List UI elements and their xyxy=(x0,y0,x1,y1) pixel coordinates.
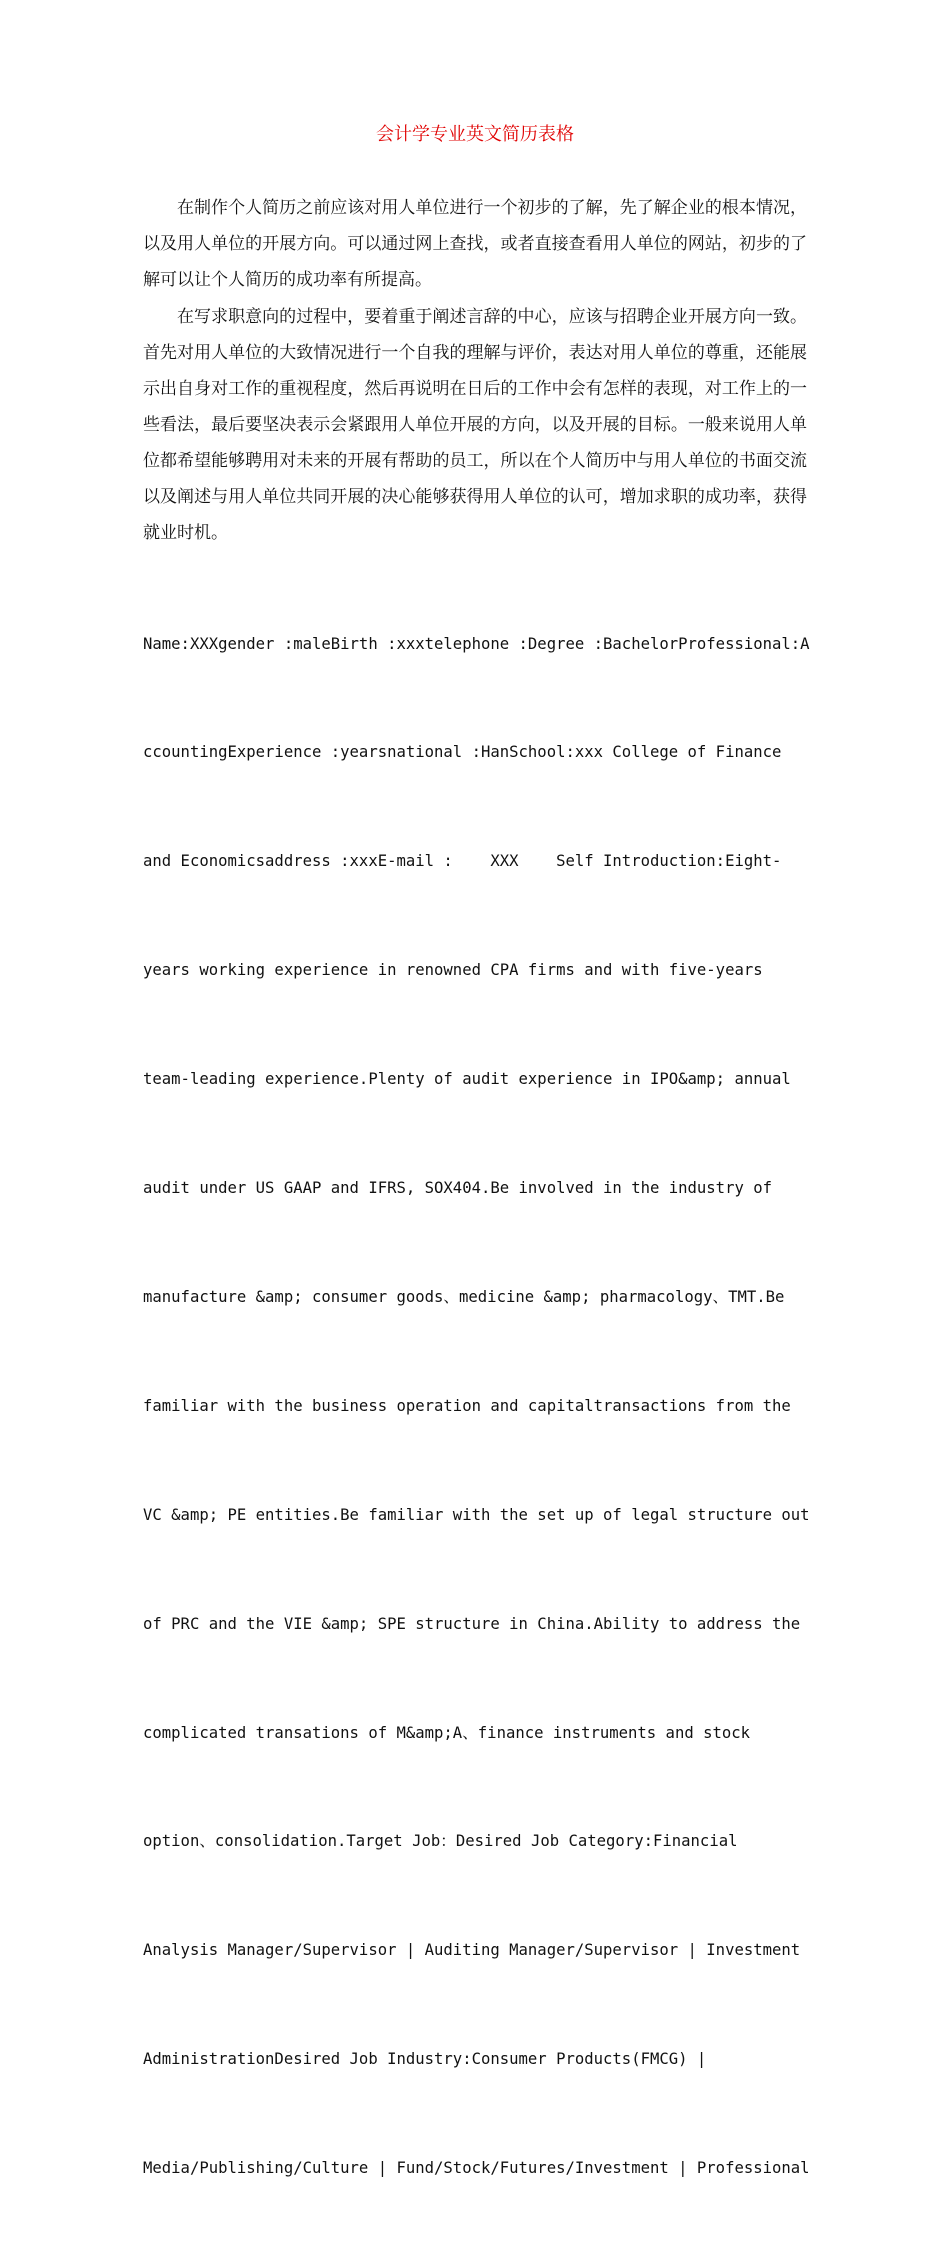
resume-line: Media/Publishing/Culture | Fund/Stock/Futures/Investment | Professional xyxy=(143,2159,810,2178)
resume-line: Analysis Manager/Supervisor | Auditing Manager/Supervisor | Investment xyxy=(143,1941,801,1960)
resume-line: manufacture &amp; consumer goods、medicine &amp; pharmacology、TMT.Be xyxy=(143,1287,785,1306)
resume-line: VC &amp; PE entities.Be familiar with the set up of legal structure out xyxy=(143,1505,810,1524)
resume-line: ccountingExperience :yearsnational :HanSchool:xxx College of Finance xyxy=(143,743,782,762)
resume-line: familiar with the business operation and capitaltransactions from the xyxy=(143,1396,791,1415)
resume-line: and Economicsaddress :xxxE-mail : XXX Self Introduction:Eight- xyxy=(143,852,782,871)
resume-line: team-leading experience.Plenty of audit experience in IPO&amp; annual xyxy=(143,1070,791,1089)
resume-line: years working experience in renowned CPA firms and with five-years xyxy=(143,961,763,980)
resume-line: Name:XXXgender :maleBirth :xxxtelephone :Degree :BachelorProfessional:A xyxy=(143,634,810,653)
intro-paragraph-2: 在写求职意向的过程中，要着重于阐述言辞的中心，应该与招聘企业开展方向一致。首先对用人单位的大致情况进行一个自我的理解与评价，表达对用人单位的尊重，还能展示出自身对工作的重视程度，然后再说明在日后的工作中会有怎样的表现，对工作上的一些看法，最后要坚决表示会紧跟用人单位开展的方向，以及开展的目标。一般来说用人单位都希望能够聘用对未来的开展有帮助的员工，所以在个人简历中与用人单位的书面交流以及阐述与用人单位共同开展的决心能够获得用人单位的认可，增加求职的成功率，获得就业时机。 xyxy=(143,307,807,543)
resume-line: complicated transations of M&amp;A、finance instruments and stock xyxy=(143,1723,751,1742)
resume-line: AdministrationDesired Job Industry:Consumer Products(FMCG) | xyxy=(143,2050,707,2069)
resume-text-block xyxy=(143,553,810,2259)
document-title: 会计学专业英文简历表格 xyxy=(376,124,574,145)
intro-paragraph-1: 在制作个人简历之前应该对用人单位进行一个初步的了解，先了解企业的根本情况，以及用人单位的开展方向。可以通过网上查找，或者直接查看用人单位的网站，初步的了解可以让个人简历的成功率有所提高。 xyxy=(143,198,807,290)
resume-line: of PRC and the VIE &amp; SPE structure in China.Ability to address the xyxy=(143,1614,801,1633)
resume-line: option、consolidation.Target Job：Desired Job Category:Financial xyxy=(143,1832,738,1851)
resume-line: audit under US GAAP and IFRS, SOX404.Be involved in the industry of xyxy=(143,1179,773,1198)
